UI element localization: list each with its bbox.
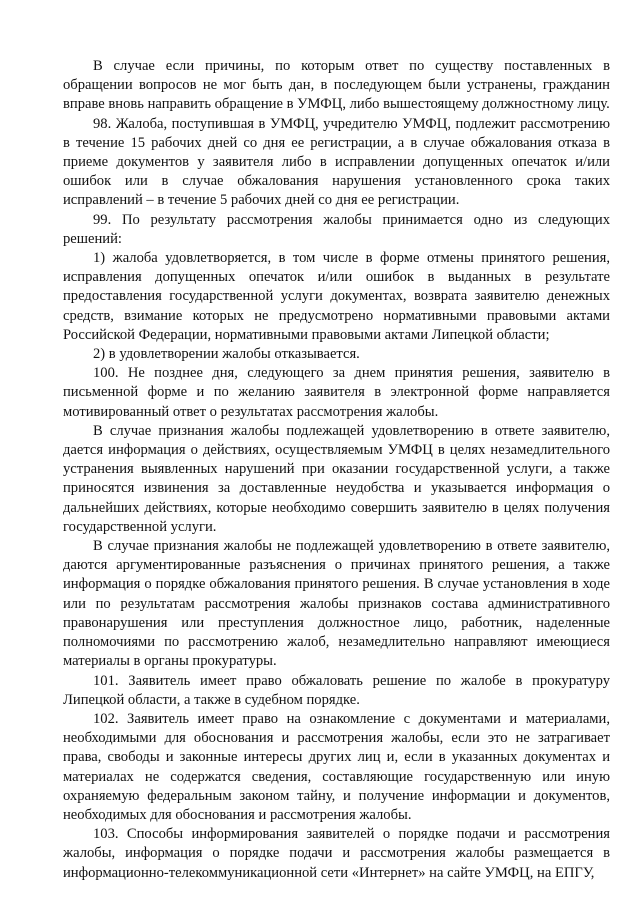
paragraph-100-satisfied: В случае признания жалобы подлежащей удовлетворению в ответе заявителю, дается информация о действиях, осуществляемым УМФЦ в целях незамедлительного устранения выявленных нарушений при оказании государственной услуги, а также приносятся извинения за доставленные неудобства и указывается информация о дальнейших действиях, которые необходимо совершить заявителю в целях получения государственной услуги. [63,422,610,535]
paragraph-100-response: 100. Не позднее дня, следующего за днем принятия решения, заявителю в письменной форме и по желанию заявителя в электронной форме направляется мотивированный ответ о результатах рассмотрения жалобы. [63,365,610,420]
paragraph-103-informing: 103. Способы информирования заявителей о порядке подачи и рассмотрения жалобы, информация о порядке подачи и рассмотрения жалобы размещается в информационно-телекоммуникационной сети «Интернет» на сайте УМФЦ, на ЕПГУ, [63,826,610,881]
paragraph-100-unsatisfied: В случае признания жалобы не подлежащей удовлетворению в ответе заявителю, даются аргументированные разъяснения о причинах принятого решения, а также информация о порядке обжалования принятого решения. В случае установления в ходе или по результатам рассмотрения жалобы признаков состава административного правонарушения или преступления должностное лицо, работник, наделенные полномочиями по рассмотрению жалоб, незамедлительно направляют имеющиеся материалы в органы прокуратуры. [63,538,610,670]
paragraph-99-item-2: 2) в удовлетворении жалобы отказывается. [93,346,360,363]
paragraph-102-access-documents: 102. Заявитель имеет право на ознакомление с документами и материалами, необходимыми для обоснования и рассмотрения жалобы, если это не затрагивает права, свободы и законные интересы других лиц и, если в указанных документах и материалах не содержатся сведения, составляющие государственную или иную охраняемую федеральным законом тайну, и получение информации и документов, необходимых для обоснования и рассмотрения жалобы. [63,710,610,823]
paragraph-99-decision-intro: 99. По результату рассмотрения жалобы принимается одно из следующих решений: [63,211,610,247]
paragraph-101-appeal: 101. Заявитель имеет право обжаловать решение по жалобе в прокуратуру Липецкой области, а также в судебном порядке. [63,672,610,708]
paragraph-98-complaint-term: 98. Жалоба, поступившая в УМФЦ, учредителю УМФЦ, подлежит рассмотрению в течение 15 рабочих дней со дня ее регистрации, а в случае обжалования отказа в приеме документов у заявителя либо в исправлении допущенных опечаток и/или ошибок или в случае обжалования нарушения установленного срока таких исправлений – в течение 5 рабочих дней со дня ее регистрации. [63,115,610,209]
paragraph-99-item-1: 1) жалоба удовлетворяется, в том числе в форме отмены принятого решения, исправления допущенных опечаток и/или ошибок в выданных в результате предоставления государственной услуги документах, возврата заявителю денежных средств, взимание которых не предусмотрено нормативными правовыми актами Российской Федерации, нормативными правовыми актами Липецкой области; [63,250,610,343]
paragraph-citizen-reappeal: В случае если причины, по которым ответ по существу поставленных в обращении вопросов не мог быть дан, в последующем были устранены, гражданин вправе вновь направить обращение в УМФЦ, либо вышестоящему должностному лицу. [63,58,610,113]
